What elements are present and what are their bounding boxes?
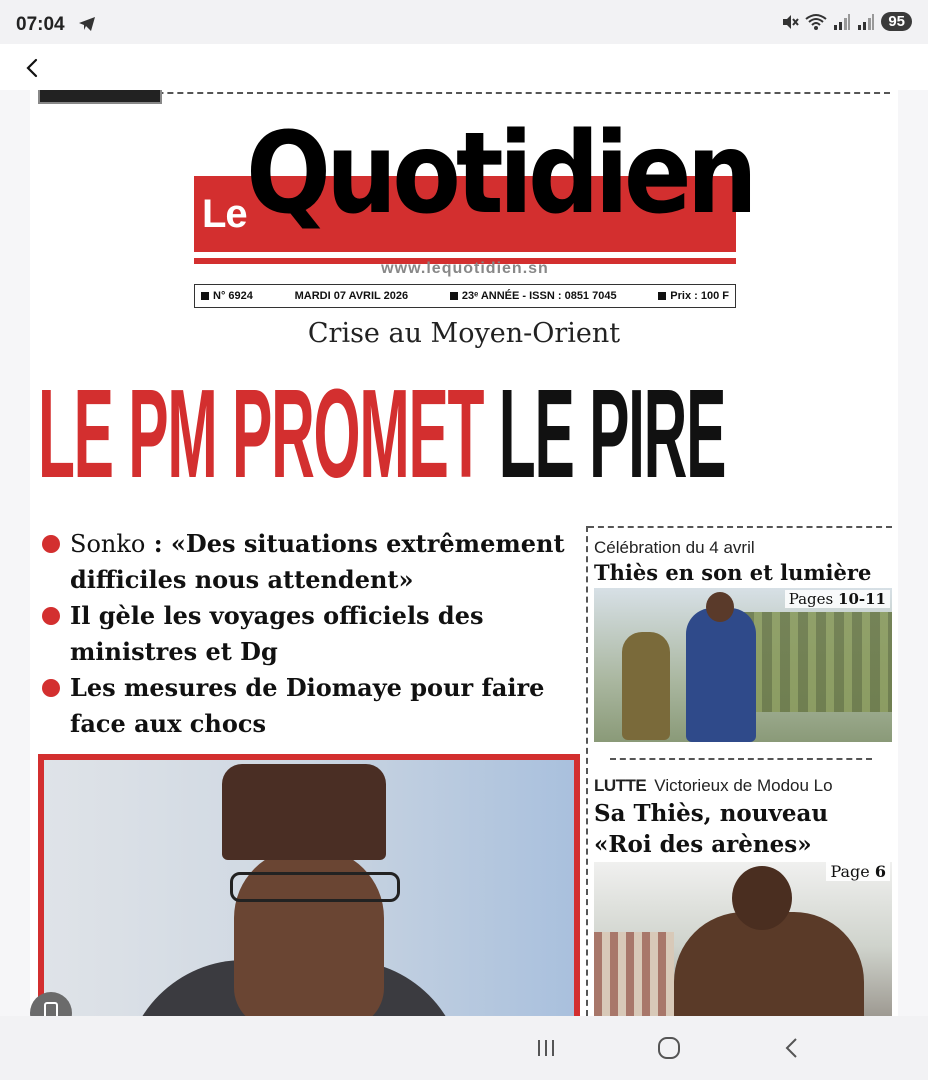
masthead-title: Quotidien (246, 107, 753, 239)
chevron-left-icon[interactable] (18, 54, 46, 82)
masthead-prefix: Le (202, 192, 247, 236)
main-headline (38, 368, 898, 502)
photo-head (706, 592, 734, 622)
masthead-url: www.lequotidien.sn (381, 260, 549, 277)
photo-soldier (622, 632, 670, 740)
bullet-item: Il gèle les voyages officiels des ministres et Dg (40, 598, 584, 670)
bullet-dot (42, 607, 60, 625)
side-story-2-title: Sa Thiès, nouveau «Roi des arènes» (594, 800, 829, 858)
photo-troops (744, 612, 892, 712)
side-divider-top (588, 526, 892, 528)
wifi-icon (805, 13, 827, 31)
headline-bullets (40, 526, 584, 742)
masthead (194, 107, 753, 310)
side-story-1-photo (594, 588, 892, 742)
photo-crowd (594, 932, 674, 1016)
headline-red: LE PM PROMET (38, 368, 484, 502)
telegram-icon (78, 16, 96, 32)
issue-issn: 23ᵉ ANNÉE - ISSN : 0851 7045 (450, 290, 617, 302)
main-photo (38, 754, 580, 1016)
mute-icon (781, 13, 799, 31)
side-story-2-page: Page 6 (826, 862, 890, 881)
issue-number: N° 6924 (201, 290, 253, 302)
status-time: 07:04 (16, 14, 65, 35)
cut-tag (38, 90, 162, 104)
home-icon[interactable] (656, 1036, 682, 1060)
status-icons (781, 12, 912, 31)
side-divider-mid (610, 758, 872, 760)
photo-wrestler-head (732, 866, 792, 930)
headline-black: LE PIRE (498, 368, 726, 502)
side-story-1-pages: Pages 10-11 (785, 590, 890, 608)
issue-date: MARDI 07 AVRIL 2026 (294, 290, 409, 302)
signal-icon (833, 13, 851, 31)
bullet-item: Sonko : «Des situations extrêmement difficiles nous attendent» (40, 526, 584, 598)
photo-president (686, 608, 756, 742)
top-nav (0, 44, 928, 90)
battery-badge: 95 (881, 12, 912, 31)
masthead-info (194, 284, 736, 308)
newspaper-page[interactable] (30, 90, 898, 1016)
side-story-1-label: Célébration du 4 avril (594, 538, 755, 557)
signal-icon (857, 13, 875, 31)
photo-hat (222, 764, 386, 860)
side-story-2-label: LUTTE Victorieux de Modou Lo (594, 776, 833, 795)
issue-price: Prix : 100 F (658, 290, 729, 302)
headline-kicker: Crise au Moyen-Orient (307, 318, 621, 349)
photo-glasses (230, 872, 400, 902)
back-icon[interactable] (780, 1036, 804, 1060)
side-story-1-title: Thiès en son et lumière (594, 560, 872, 585)
bullet-item: Les mesures de Diomaye pour faire face aux chocs (40, 670, 584, 742)
dashed-border (38, 92, 890, 94)
bullet-dot (42, 535, 60, 553)
bullet-dot (42, 679, 60, 697)
recent-apps-icon[interactable] (534, 1036, 558, 1060)
side-column (586, 526, 890, 1016)
side-story-2-photo (594, 862, 892, 1016)
status-bar (0, 0, 928, 44)
